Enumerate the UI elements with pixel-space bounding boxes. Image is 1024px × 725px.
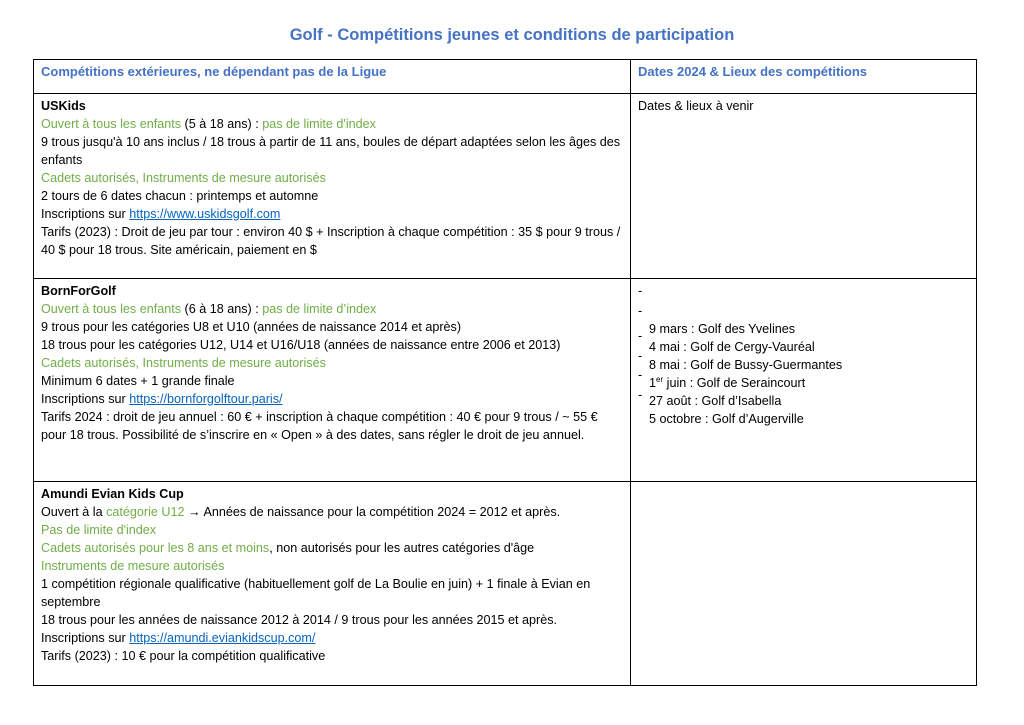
dash-mark: - [638,387,643,402]
amundi-name: Amundi Evian Kids Cup [41,487,184,501]
uskids-open-a: Ouvert à tous les enfants [41,117,182,131]
bornforgolf-name: BornForGolf [41,284,116,298]
uskids-inscriptions [41,205,623,223]
amundi-instruments: Instruments de mesure autorisés [41,559,225,573]
uskids-open-c: pas de limite d'index [262,117,376,131]
bornforgolf-open-a: Ouvert à tous les enfants [41,302,182,316]
uskids-holes: 9 trous jusqu'à 10 ans inclus / 18 trous à partir de 11 ans, boules de départ adaptées selon les âges des enfants [41,135,621,167]
date-june-sup: er [656,374,664,384]
amundi-open [41,503,623,521]
amundi-info-cell [34,482,631,686]
dash-mark: - [638,284,643,298]
dash-mark: - [638,303,643,318]
bornforgolf-dash-column [638,284,642,403]
bornforgolf-tarifs: Tarifs 2024 : droit de jeu annuel : 60 € + inscription à chaque compétition : 40 € pour 9 trous / ~ 55 € pour 18 trous. Possibilité de s’inscrire en « Open » à des dates, sans régler le droit de jeu annuel. [41,410,598,442]
bornforgolf-dates-list [649,320,969,428]
amundi-index: Pas de limite d'index [41,523,157,537]
bornforgolf-holes-1: 9 trous pour les catégories U8 et U10 (années de naissance 2014 et après) [41,320,462,334]
date-june-rest: juin : Golf de Seraincourt [663,376,806,390]
bornforgolf-info-cell [34,279,631,482]
bornforgolf-link[interactable]: https://bornforgolftour.paris/ [129,392,283,406]
uskids-insc-label: Inscriptions sur [41,207,130,221]
bornforgolf-inscriptions [41,390,623,408]
uskids-link[interactable]: https://www.uskidsgolf.com [129,207,281,221]
uskids-dates: Dates & lieux à venir [638,99,754,113]
uskids-open-b: (5 à 18 ans) : [181,117,263,131]
date-june-day: 1 [649,376,657,390]
amundi-open-b: catégorie U12 [106,505,185,519]
arrow-right-icon: → [184,505,204,519]
dash-mark: - [638,329,643,343]
table-row-amundi [34,482,977,686]
table-header-row [34,60,977,94]
uskids-dates-cell [631,94,977,279]
date-item-june [649,374,969,392]
bornforgolf-dates-cell [631,279,977,482]
date-item: 5 octobre : Golf d’Augerville [649,412,804,426]
uskids-info-cell [34,94,631,279]
bornforgolf-open [41,300,623,318]
amundi-cadets-b: , non autorisés pour les autres catégories d'âge [269,541,535,555]
bornforgolf-holes-2: 18 trous pour les catégories U12, U14 et U16/U18 (années de naissance entre 2006 et 2013) [41,338,561,352]
amundi-cadets [41,539,623,557]
dash-mark: - [638,348,643,363]
page-title: Golf - Compétitions jeunes et conditions de participation [289,26,735,44]
amundi-tarifs: Tarifs (2023) : 10 € pour la compétition qualificative [41,649,326,663]
amundi-inscriptions [41,629,623,647]
uskids-tarifs: Tarifs (2023) : Droit de jeu par tour : environ 40 $ + Inscription à chaque compétition : 35 $ pour 9 trous / 40 $ pour 18 trous. Site américain, paiement en $ [41,225,621,257]
bornforgolf-insc-label: Inscriptions sur [41,392,130,406]
bornforgolf-open-c: pas de limite d’index [262,302,377,316]
amundi-cadets-a: Cadets autorisés pour les 8 ans et moins [41,541,270,555]
uskids-name: USKids [41,99,86,113]
amundi-link[interactable]: https://amundi.eviankidscup.com/ [129,631,316,645]
amundi-open-c: Années de naissance pour la compétition 2024 = 2012 et après. [203,505,561,519]
table-row-uskids [34,94,977,279]
date-item: 8 mai : Golf de Bussy-Guermantes [649,358,843,372]
amundi-insc-label: Inscriptions sur [41,631,130,645]
amundi-competition: 1 compétition régionale qualificative (habituellement golf de La Boulie en juin) + 1 finale à Evian en septembre [41,577,591,609]
table-row-bornforgolf [34,279,977,482]
date-item: 4 mai : Golf de Cergy-Vauréal [649,340,815,354]
header-col-competitions: Compétitions extérieures, ne dépendant pas de la Ligue [34,60,631,94]
uskids-open [41,115,623,133]
dash-mark: - [638,368,643,382]
date-item: 9 mars : Golf des Yvelines [649,322,796,336]
uskids-tours: 2 tours de 6 dates chacun : printemps et automne [41,189,319,203]
header-col-dates: Dates 2024 & Lieux des compétitions [631,60,977,94]
amundi-open-a: Ouvert à la [41,505,107,519]
bornforgolf-cadets: Cadets autorisés, Instruments de mesure autorisés [41,356,326,370]
competitions-table [33,59,977,686]
amundi-holes: 18 trous pour les années de naissance 2012 à 2014 / 9 trous pour les années 2015 et après. [41,613,558,627]
date-item: 27 août : Golf d’Isabella [649,394,782,408]
uskids-cadets: Cadets autorisés, Instruments de mesure autorisés [41,171,326,185]
amundi-dates-cell [631,482,977,686]
bornforgolf-open-b: (6 à 18 ans) : [181,302,263,316]
bornforgolf-minimum: Minimum 6 dates + 1 grande finale [41,374,235,388]
